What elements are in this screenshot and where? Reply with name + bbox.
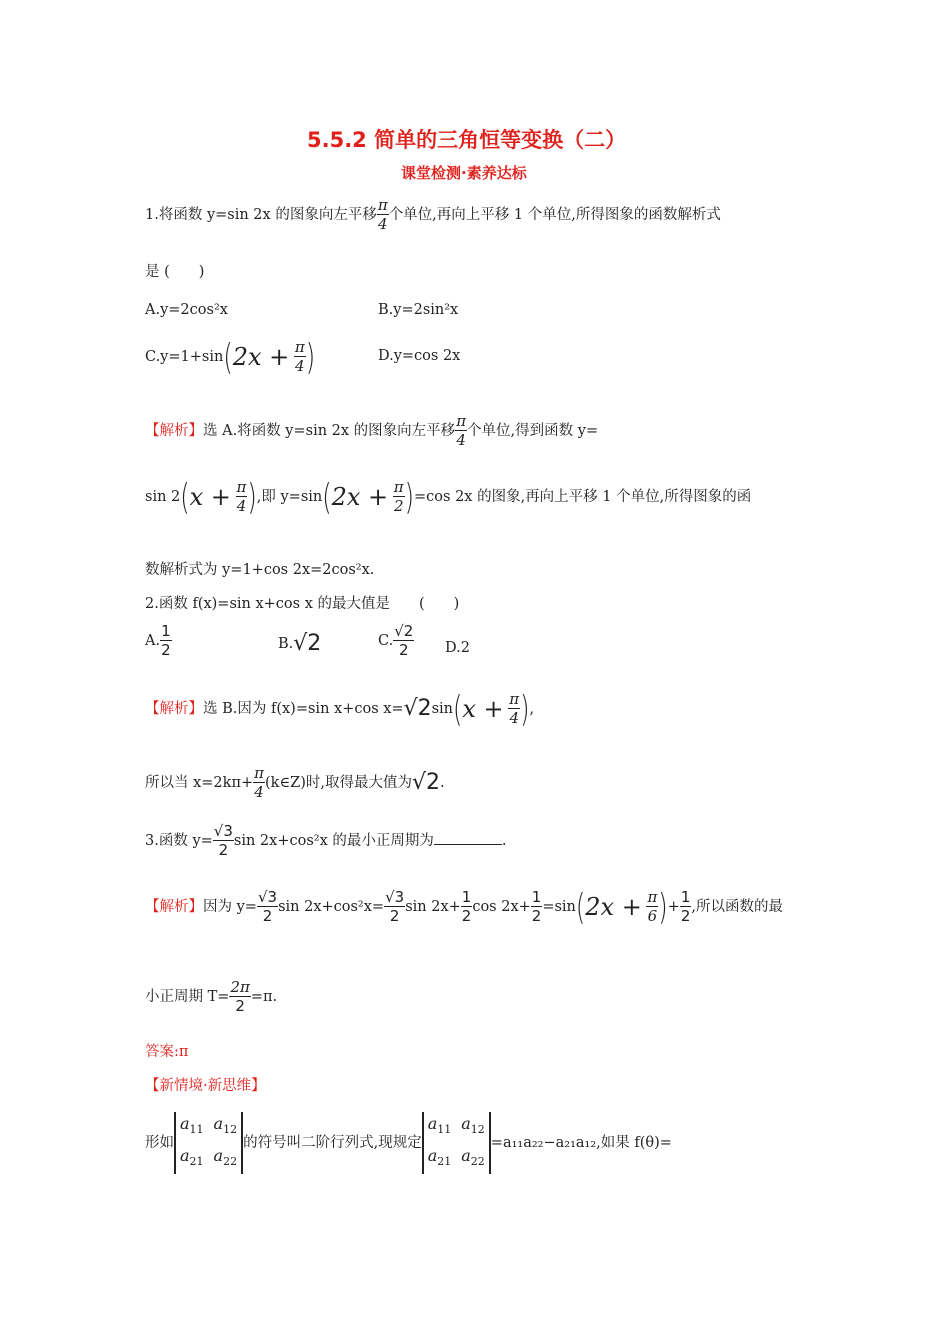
det-a21: $a_{21}$ [427, 1146, 452, 1169]
det-a: a [213, 1146, 224, 1166]
frac-num: π [294, 338, 305, 356]
analysis-tag: 【解析】 [145, 899, 203, 915]
q1-fraction-pi-4 [377, 198, 389, 232]
frac-den: 2 [389, 907, 400, 925]
sqrt-2: √2 [403, 696, 432, 721]
det-text-b: 的符号叫二阶行列式,现规定 [243, 1135, 422, 1152]
sqrt-2: √2 [412, 770, 441, 795]
frac-den: 2 [161, 641, 171, 659]
frac-den: 2 [531, 907, 542, 925]
q2-exp-frac [508, 692, 520, 726]
det-a11: $a_{11}$ [427, 1114, 452, 1137]
right-paren: ) [520, 688, 530, 730]
q2-stem: 2.函数 f(x)=sin x+cos x 的最大值是 ( ) [145, 596, 460, 612]
frac-den: 4 [295, 357, 305, 375]
q1-option-c-prefix: C.y=1+sin [145, 349, 224, 365]
frac-num: π [509, 690, 520, 708]
frac-den: 4 [254, 783, 264, 801]
q2-exp-text-a: 选 B.因为 f(x)=sin x+cos x= [203, 701, 404, 717]
page-title: 5.5.2 简单的三角恒等变换（二） [307, 128, 627, 152]
right-paren: ) [247, 476, 257, 518]
q3-exp-text-h2: =π. [250, 989, 278, 1005]
q2-option-b-prefix: B. [278, 636, 294, 652]
frac-num: 1 [461, 888, 472, 906]
q3-exp-frac1 [257, 890, 278, 924]
q1-exp-frac [455, 414, 467, 448]
q3-exp-frac4 [531, 890, 543, 924]
determinant-symbol-2 [422, 1112, 491, 1174]
q1-exp-frac2 [236, 480, 248, 514]
q1-exp-expr2: 2x + [331, 483, 389, 511]
frac-den: 2 [393, 497, 404, 515]
right-paren: ) [305, 336, 316, 378]
q3-exp-text-d: cos 2x+ [472, 899, 531, 915]
frac-den: 6 [647, 907, 658, 925]
frac-num: 1 [161, 622, 171, 640]
left-paren: ( [180, 476, 190, 518]
q3-exp-frac7 [229, 980, 250, 1014]
frac-num: √3 [213, 822, 233, 840]
det-text-a: 形如 [145, 1135, 174, 1152]
q1-exp-expr1: x + [189, 483, 231, 511]
det-a: a [180, 1114, 190, 1133]
q3-exp-frac3 [461, 890, 473, 924]
det-a12: $a_{12}$ [213, 1114, 238, 1137]
q3-explanation-line2 [145, 980, 277, 1014]
frac-num: 1 [531, 888, 542, 906]
frac-num: π [236, 478, 247, 496]
det-a: a [461, 1146, 471, 1166]
q2-option-a-frac [160, 624, 172, 658]
det-a22: $a_{22}$ [213, 1146, 238, 1169]
frac-num: π [254, 764, 264, 782]
q2-explanation-line2 [145, 766, 445, 800]
right-paren: ) [658, 886, 668, 928]
q2-option-d: D.2 [445, 640, 470, 656]
q3-exp-text-e: =sin [542, 899, 576, 915]
q1-explanation-line2 [145, 476, 752, 518]
det-a21: $a_{21}$ [180, 1146, 204, 1169]
q3-exp-frac5 [646, 890, 658, 924]
q1-stem [145, 198, 721, 232]
frac-den: 4 [377, 215, 388, 233]
q3-stem-text-c: . [501, 833, 507, 849]
q3-exp-frac2 [384, 890, 405, 924]
q1-option-d: D.y=cos 2x [378, 348, 461, 364]
q3-exp-text-c: sin 2x+ [405, 899, 461, 915]
q1-explanation-line3: 数解析式为 y=1+cos 2x=2cos²x. [145, 562, 375, 578]
q2-exp-text-b1: 所以当 x=2kπ+ [145, 775, 254, 791]
q1-option-c-frac [294, 340, 306, 374]
determinant-symbol [174, 1112, 243, 1174]
q1-exp-text-c1: sin 2 [145, 489, 181, 505]
det-a12: $a_{12}$ [461, 1114, 485, 1137]
left-paren: ( [322, 476, 332, 518]
q2-exp-comma: , [529, 701, 535, 717]
q3-exp-frac6 [680, 890, 692, 924]
analysis-tag: 【解析】 [145, 701, 203, 717]
determinant-definition [145, 1112, 672, 1174]
new-context-tag: 【新情境·新思维】 [145, 1078, 266, 1094]
left-paren: ( [223, 336, 233, 378]
left-paren: ( [575, 886, 586, 928]
frac-num: 1 [680, 888, 691, 906]
q2-option-a-prefix: A. [145, 633, 161, 649]
q3-stem-frac [213, 824, 234, 858]
det-a: a [427, 1146, 438, 1166]
q3-stem-text-b: sin 2x+cos²x 的最小正周期为 [233, 833, 434, 849]
q1-option-c-expr: 2x + [232, 343, 290, 371]
q3-stem [145, 824, 507, 858]
q2-option-c-prefix: C. [378, 633, 394, 649]
det-text-c: =a₁₁a₂₂−a₂₁a₁₂,如果 f(θ)= [490, 1135, 672, 1152]
frac-num: π [456, 412, 467, 430]
det-a: a [461, 1114, 471, 1133]
q2-option-c [378, 624, 414, 658]
frac-den: 2 [235, 997, 245, 1015]
q2-options [145, 624, 485, 674]
frac-den: 2 [461, 907, 472, 925]
q2-option-b [278, 631, 322, 656]
det-a11: $a_{11}$ [180, 1114, 204, 1137]
frac-den: 4 [456, 431, 466, 449]
q3-answer: 答案:π [145, 1044, 189, 1060]
q1-stem-cont: 是 ( ) [145, 264, 205, 280]
det-a22: $a_{22}$ [461, 1146, 485, 1169]
q2-exp-text-b2: (k∈Z)时,取得最大值为 [265, 775, 413, 791]
frac-den: 2 [680, 907, 691, 925]
q3-exp-text-f: + [667, 899, 680, 915]
q1-exp-text-b: 个单位,得到函数 y= [467, 423, 599, 439]
page-subtitle: 课堂检测·素养达标 [401, 164, 527, 182]
q1-exp-frac3 [393, 480, 405, 514]
analysis-tag: 【解析】 [145, 423, 203, 439]
sqrt-2: √2 [293, 631, 322, 656]
frac-den: 2 [398, 641, 409, 659]
q1-explanation-line1 [145, 414, 598, 448]
q2-exp-period: . [440, 775, 445, 791]
q1-option-c [145, 336, 316, 378]
q1-exp-text-c3: =cos 2x 的图象,再向上平移 1 个单位,所得图象的函 [414, 489, 752, 505]
frac-num: π [647, 888, 658, 906]
frac-num: π [393, 478, 404, 496]
q1-exp-text-a: 选 A.将函数 y=sin 2x 的图象向左平移 [203, 423, 456, 439]
frac-den: 4 [509, 709, 519, 727]
frac-den: 2 [262, 907, 273, 925]
frac-den: 4 [236, 497, 247, 515]
det-a: a [427, 1114, 438, 1133]
answer-blank [434, 830, 502, 845]
frac-num: √2 [394, 622, 414, 640]
q1-stem-text-b: 个单位,再向上平移 1 个单位,所得图象的函数解析式 [388, 207, 721, 223]
q2-explanation-line1 [145, 688, 535, 730]
q2-exp-frac2 [253, 766, 265, 800]
frac-num: 2π [230, 978, 250, 996]
q3-explanation-line1 [145, 886, 783, 928]
q3-stem-text-a: 3.函数 y= [145, 833, 213, 849]
det-a: a [180, 1146, 190, 1166]
frac-num: √3 [257, 888, 278, 906]
right-paren: ) [404, 476, 415, 518]
q2-exp-sin: sin [431, 701, 454, 717]
q2-exp-expr: x + [462, 695, 504, 723]
det-a: a [213, 1114, 224, 1133]
q1-stem-text-a: 1.将函数 y=sin 2x 的图象向左平移 [145, 207, 377, 223]
q3-exp-text-b: sin 2x+cos²x= [278, 899, 385, 915]
frac-num: π [377, 196, 388, 214]
q1-option-b: B.y=2sin²x [378, 302, 459, 318]
frac-num: √3 [385, 888, 405, 906]
left-paren: ( [453, 688, 463, 730]
q3-exp-text-g: ,所以函数的最 [691, 899, 783, 915]
q3-exp-text-a: 因为 y= [203, 899, 257, 915]
q3-exp-text-h1: 小正周期 T= [145, 989, 230, 1005]
q2-option-a [145, 624, 172, 658]
frac-den: 2 [218, 841, 229, 859]
q1-exp-text-c2: ,即 y=sin [256, 489, 323, 505]
q2-option-c-frac [393, 624, 414, 658]
q1-option-a: A.y=2cos²x [145, 302, 228, 318]
q3-exp-expr: 2x + [585, 893, 642, 921]
